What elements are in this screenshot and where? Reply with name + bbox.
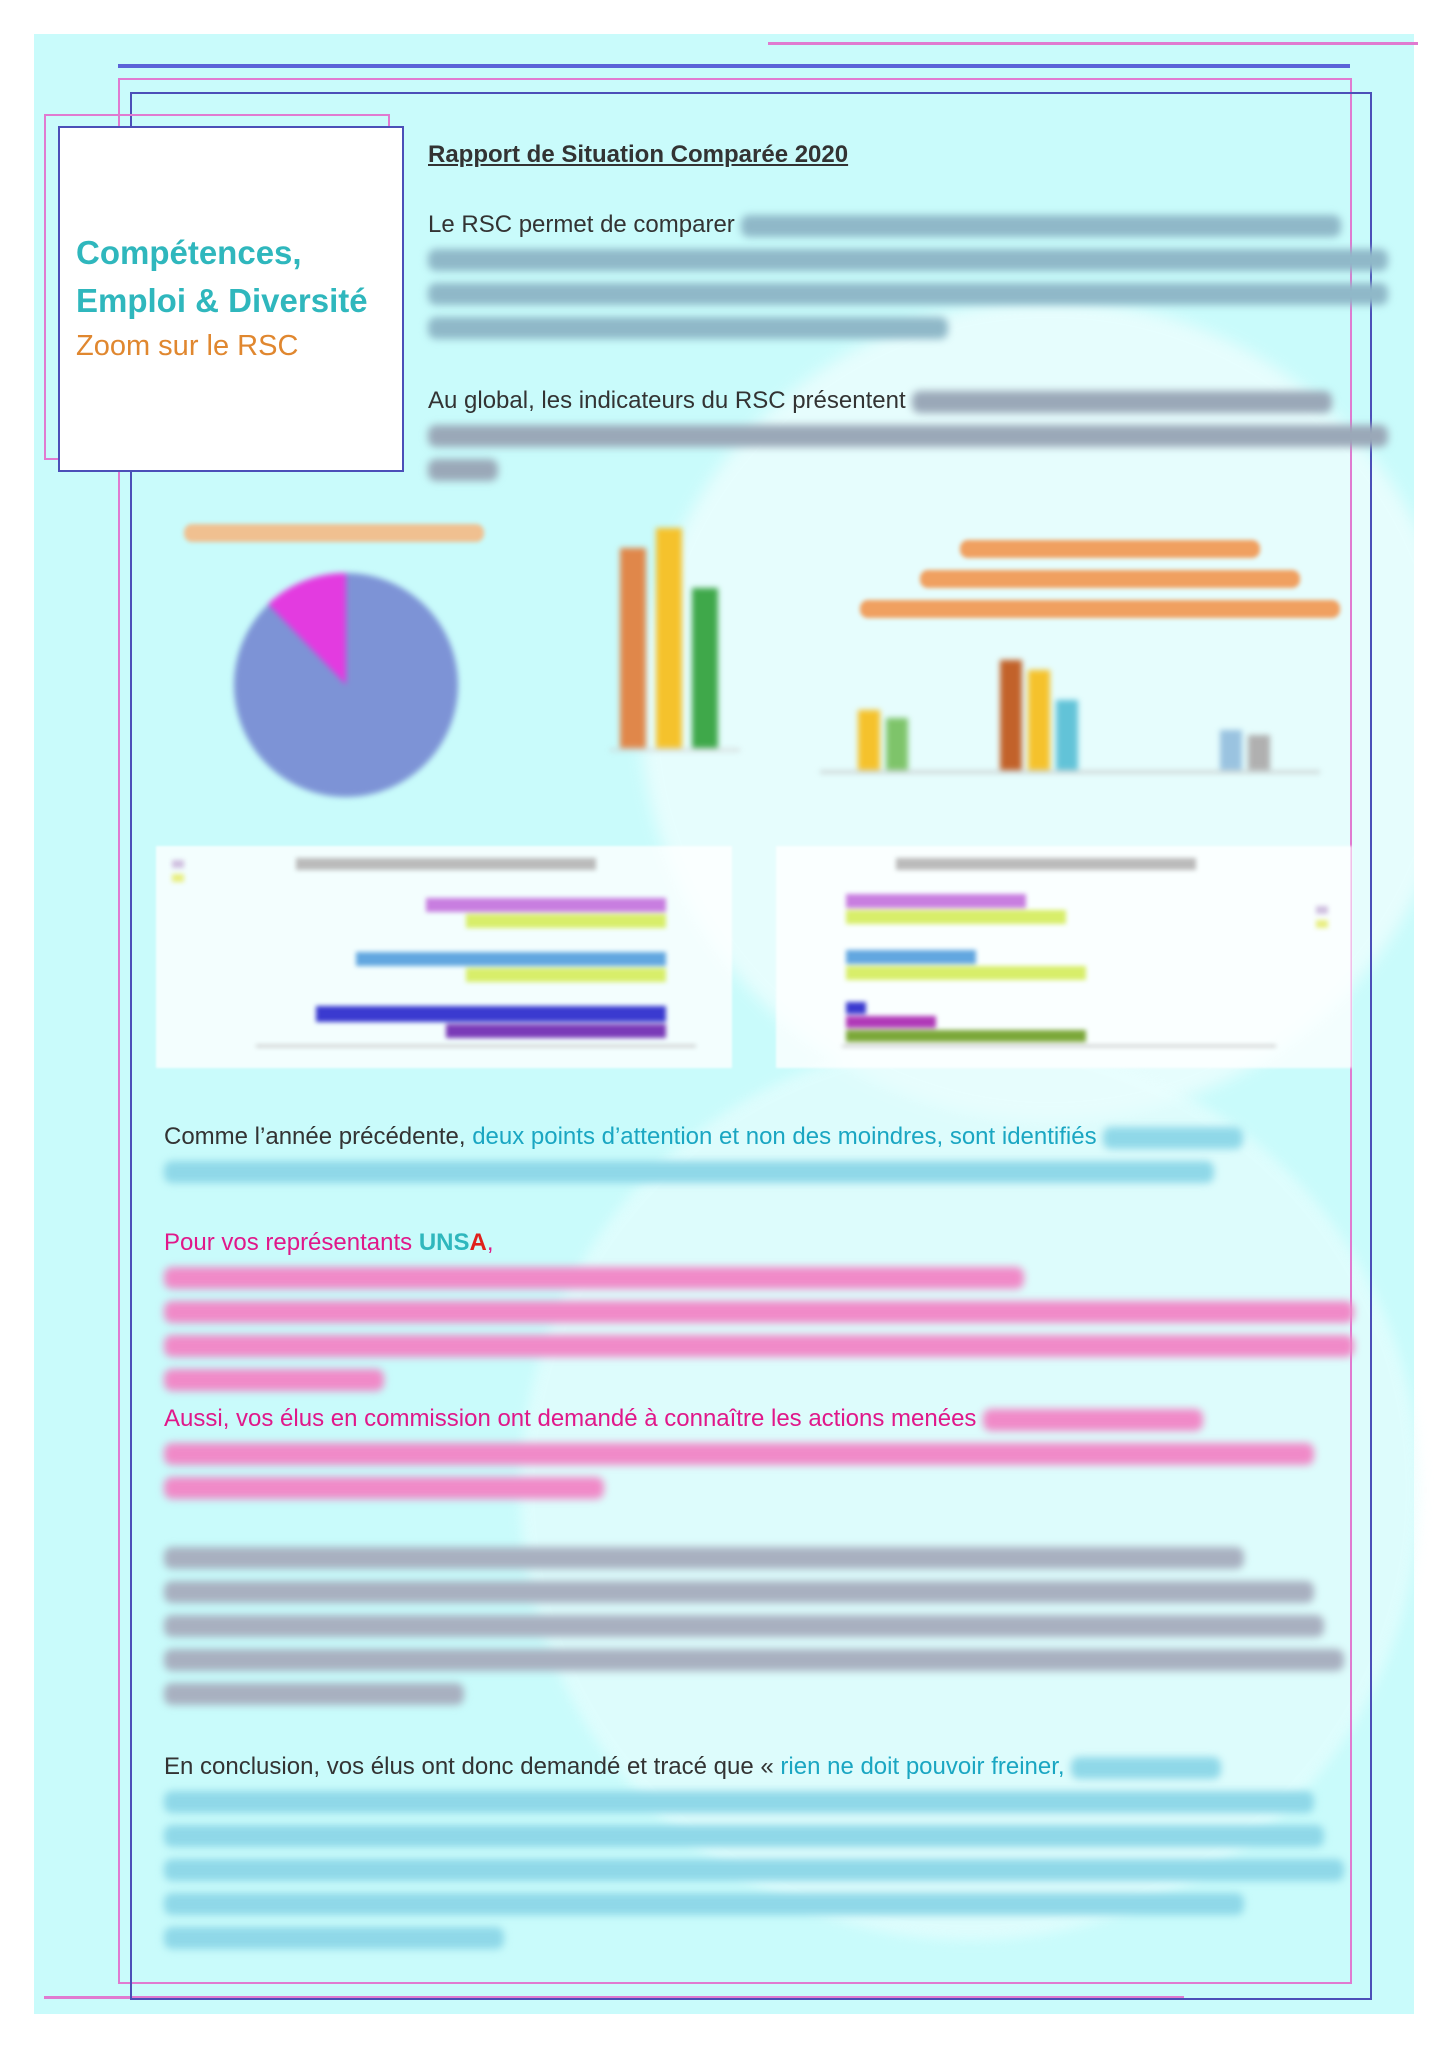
column-chart-top (600, 488, 750, 778)
column-bar-2 (656, 528, 682, 748)
category-bar (1000, 660, 1022, 770)
section-title-line2: Emploi & Diversité (76, 282, 368, 319)
h-bar (846, 910, 1066, 924)
body-paragraph-actions (164, 1402, 1354, 1504)
body-paragraph-unsa (164, 1226, 1354, 1396)
h-bar (466, 914, 666, 928)
attention-highlight: deux points d’attention et non des moindres, sont identifiés (472, 1123, 1097, 1150)
h-bar (426, 898, 666, 912)
blurred-text (164, 1859, 1344, 1881)
category-bar (1248, 735, 1270, 770)
column-bar-3 (692, 588, 718, 748)
category-bar (1028, 670, 1050, 770)
blurred-text (428, 425, 1388, 447)
section-title-line1: Compétences, (76, 234, 302, 271)
chart-title-blur (896, 858, 1196, 870)
horizontal-bar-chart-left (156, 846, 732, 1068)
h-bar (846, 1030, 1086, 1042)
blurred-text (164, 1825, 1324, 1847)
blurred-text (164, 1369, 384, 1391)
blurred-text (164, 1335, 1354, 1357)
h-bar (356, 952, 666, 966)
h-bar (846, 950, 976, 964)
pie-chart (226, 560, 466, 810)
blurred-text (164, 1615, 1324, 1637)
legend-swatch (172, 874, 184, 882)
intro-paragraph-1-text: Le RSC permet de comparer (428, 211, 735, 238)
blurred-text (164, 1649, 1344, 1671)
intro-paragraph-2-text: Au global, les indicateurs du RSC présentent (428, 387, 906, 414)
chart-title-blurred (184, 524, 484, 542)
chart-title-blur (296, 858, 596, 870)
category-bar (858, 710, 880, 770)
blurred-text (1103, 1127, 1243, 1149)
h-bar (316, 1006, 666, 1022)
blurred-text (428, 317, 948, 339)
body-paragraph-conclusion (164, 1750, 1354, 1954)
h-bar (466, 968, 666, 982)
blurred-text (164, 1301, 1354, 1323)
h-bar (446, 1024, 666, 1038)
legend-swatch (1316, 906, 1328, 914)
h-bar (846, 1002, 866, 1014)
blurred-text (164, 1477, 604, 1499)
category-bar (886, 718, 908, 770)
top-rule-pink (768, 42, 1418, 45)
blurred-text (428, 249, 1388, 271)
h-bar (846, 894, 1026, 908)
body-paragraph-blurred (164, 1540, 1354, 1710)
blurred-text (1071, 1757, 1221, 1779)
blurred-text (164, 1893, 1244, 1915)
blurred-text (983, 1409, 1203, 1431)
chart-title-blurred-right-3 (860, 600, 1340, 618)
column-chart-right (800, 640, 1340, 800)
top-rule-blue (118, 64, 1350, 68)
attention-lead: Comme l’année précédente, (164, 1123, 473, 1150)
unsa-lead: Pour vos représentants (164, 1229, 419, 1256)
horizontal-bar-chart-right (776, 846, 1352, 1068)
report-heading: Rapport de Situation Comparée 2020 (428, 141, 849, 168)
section-subtitle: Zoom sur le RSC (76, 330, 299, 362)
unsa-logo-text-uns: UNS (418, 1229, 470, 1256)
conclusion-lead: En conclusion, vos élus ont donc demandé et tracé que « (164, 1753, 781, 1780)
actions-lead: Aussi, vos élus en commission ont demandé à connaître les actions menées (164, 1405, 977, 1432)
blurred-text (164, 1443, 1314, 1465)
blurred-text (164, 1927, 504, 1949)
blurred-text (164, 1547, 1244, 1569)
blurred-text (912, 391, 1332, 413)
legend-swatch (1316, 920, 1328, 928)
blurred-text (741, 215, 1341, 237)
category-bar (1220, 730, 1242, 770)
chart-title-blurred-right-2 (920, 570, 1300, 588)
blurred-text (164, 1683, 464, 1705)
column-bar-1 (620, 548, 646, 748)
blurred-text (164, 1791, 1314, 1813)
chart-title-blurred-right (960, 540, 1260, 558)
intro-paragraph-2 (428, 384, 1388, 486)
unsa-logo-text-a: A (469, 1229, 487, 1256)
legend-swatch (172, 860, 184, 868)
body-paragraph-attention (164, 1120, 1354, 1188)
blurred-text (428, 283, 1388, 305)
h-bar (846, 1016, 936, 1028)
unsa-comma: , (486, 1229, 494, 1256)
blurred-text (164, 1581, 1314, 1603)
blurred-text (164, 1267, 1024, 1289)
blurred-text (164, 1161, 1214, 1183)
category-bar (1056, 700, 1078, 770)
h-bar (846, 966, 1086, 980)
conclusion-highlight: rien ne doit pouvoir freiner, (780, 1753, 1065, 1780)
blurred-text (428, 459, 498, 481)
intro-paragraph-1 (428, 208, 1388, 344)
section-title-box (58, 126, 404, 472)
